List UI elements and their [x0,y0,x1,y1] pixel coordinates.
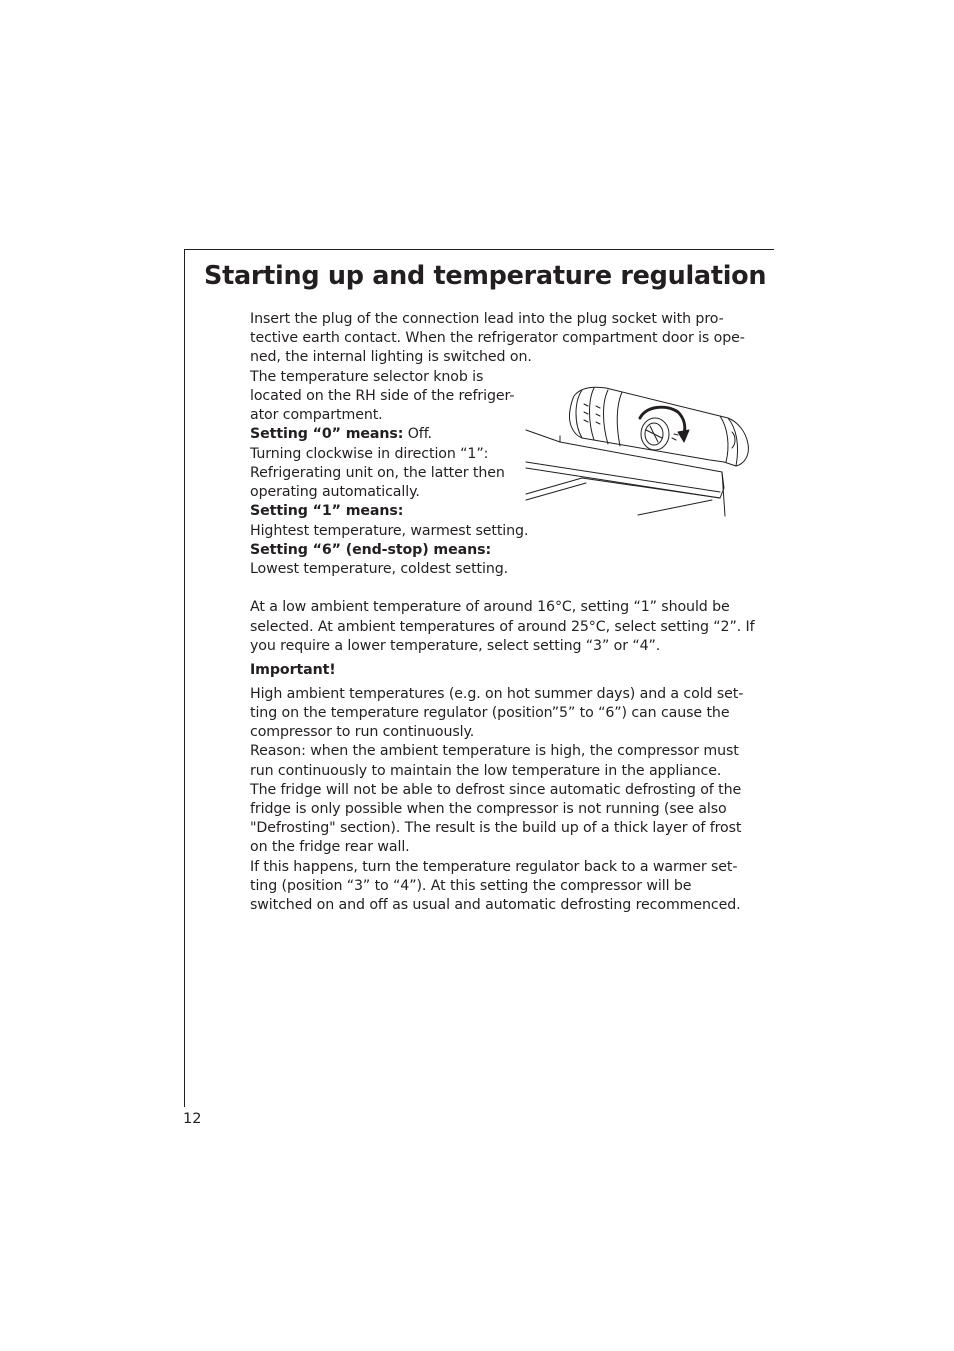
knob-line: ator compartment. [250,407,383,423]
frame-left-rule [184,249,185,1107]
page-number: 12 [183,1111,202,1127]
ambient-line: you require a lower temperature, select setting “3” or “4”. [250,638,661,654]
setting-6-label: Setting “6” (end-stop) means: [250,542,492,558]
warning-line: "Defrosting" section). The result is the build up of a thick layer of frost [250,820,742,836]
turning-line: operating automatically. [250,484,420,500]
intro-line: ned, the internal lighting is switched on. [250,349,532,365]
turning-line: Refrigerating unit on, the latter then [250,465,505,481]
selector-knob [641,418,678,450]
intro-line: Insert the plug of the connection lead into the plug socket with pro- [250,311,724,327]
warning-line: If this happens, turn the temperature regulator back to a warmer set- [250,859,738,875]
page-title: Starting up and temperature regulation [204,261,767,291]
setting-1-value: Hightest temperature, warmest setting. [250,523,529,539]
setting-0-line [250,425,432,444]
intro-line: tective earth contact. When the refrigerator compartment door is ope- [250,330,745,346]
knob-line: The temperature selector knob is [250,369,484,385]
setting-0-label: Setting “0” means: [250,426,404,442]
warning-line: ting on the temperature regulator (position”5” to “6”) can cause the [250,705,730,721]
warning-line: run continuously to maintain the low temperature in the appliance. [250,763,722,779]
warning-line: fridge is only possible when the compressor is not running (see also [250,801,727,817]
setting-0-value: Off. [403,426,432,442]
ambient-line: At a low ambient temperature of around 16°C, setting “1” should be [250,599,730,615]
important-heading: Important! [250,662,336,678]
thermostat-housing [570,387,749,466]
setting-1-label: Setting “1” means: [250,503,404,519]
warning-line: ting (position “3” to “4”). At this setting the compressor will be [250,878,692,894]
warning-line: on the fridge rear wall. [250,839,410,855]
warning-line: Reason: when the ambient temperature is high, the compressor must [250,743,739,759]
knob-line: located on the RH side of the refriger- [250,388,515,404]
warning-line: The fridge will not be able to defrost since automatic defrosting of the [250,782,742,798]
clockwise-arrow-icon [640,407,689,442]
frame-top-rule [184,249,774,250]
ambient-line: selected. At ambient temperatures of around 25°C, select setting “2”. If [250,619,755,635]
fridge-interior-lines [526,430,725,516]
warning-line: High ambient temperatures (e.g. on hot summer days) and a cold set- [250,686,744,702]
warning-line: compressor to run continuously. [250,724,475,740]
thermostat-knob-illustration [522,382,754,520]
turning-line: Turning clockwise in direction “1”: [250,446,489,462]
setting-6-value: Lowest temperature, coldest setting. [250,561,509,577]
warning-line: switched on and off as usual and automatic defrosting recommenced. [250,897,741,913]
